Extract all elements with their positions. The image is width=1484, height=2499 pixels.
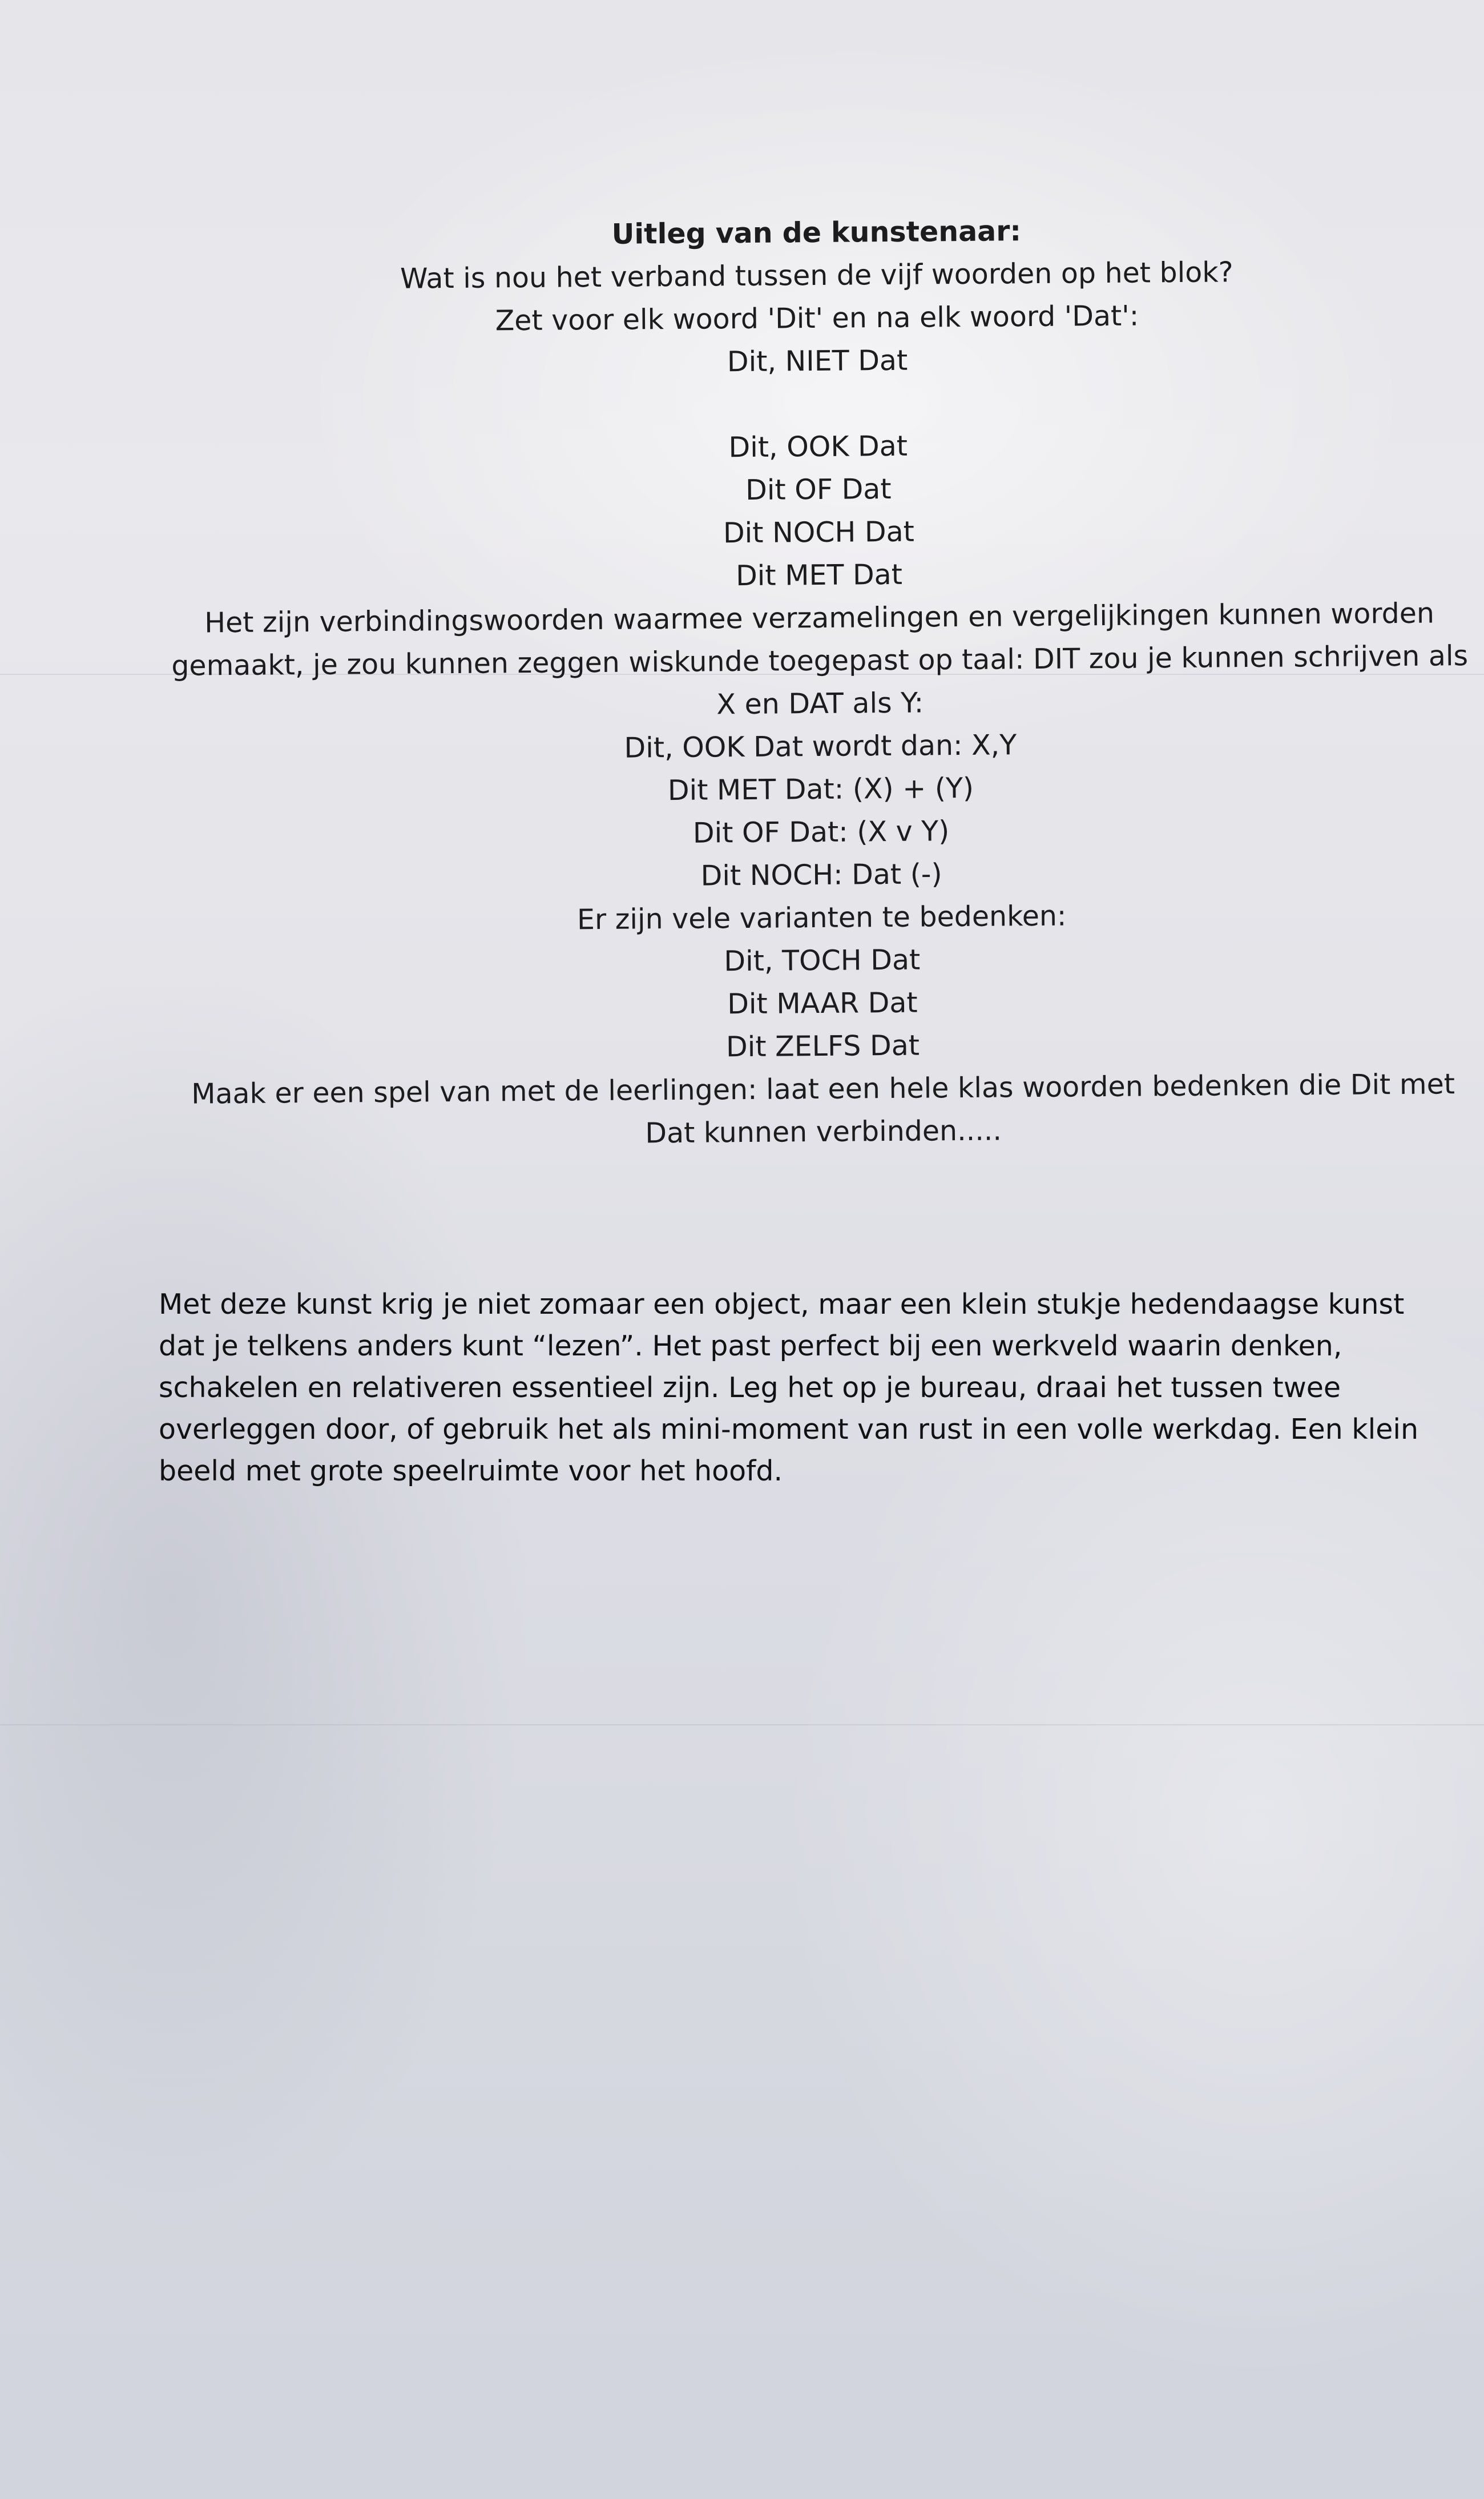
artist-explanation: [148, 206, 1484, 1158]
promo-line: overleggen door, of gebruik het als mini-moment van rust in een volle werkdag. Een klein: [159, 1413, 1419, 1446]
explanation-line: Dat kunnen verbinden.....: [645, 1114, 1002, 1150]
paper-crease: [0, 1724, 1484, 1725]
explanation-line: Dit OF Dat: [745, 472, 892, 506]
explanation-line: Het zijn verbindingswoorden waarmee verzamelingen en vergelijkingen kunnen worden: [204, 597, 1435, 639]
promo-line: Met deze kunst krig je niet zomaar een object, maar een klein stukje hedendaagse kunst: [159, 1288, 1405, 1321]
explanation-line: Dit, TOCH Dat: [724, 943, 921, 978]
explanation-line: X en DAT als Y:: [716, 686, 924, 721]
explanation-line: gemaakt, je zou kunnen zeggen wiskunde toegepast op taal: DIT zou je kunnen schrijven als: [171, 639, 1469, 682]
explanation-line: Dit MET Dat: (X) + (Y): [667, 771, 974, 807]
explanation-line: Dit, OOK Dat wordt dan: X,Y: [624, 729, 1017, 764]
promo-line: schakelen en relativeren essentieel zijn. Leg het op je bureau, draai het tussen twee: [159, 1371, 1341, 1404]
explanation-line: Dit, OOK Dat: [728, 429, 908, 464]
explanation-line: Dit NOCH Dat: [723, 515, 915, 550]
artist-explanation-title: Uitleg van de kunstenaar:: [611, 215, 1022, 251]
explanation-line: Er zijn vele varianten te bedenken:: [576, 899, 1067, 936]
promo-paragraph: [159, 1283, 1471, 1492]
explanation-line: Dit MET Dat: [735, 558, 903, 593]
promo-line: beeld met grote speelruimte voor het hoofd.: [159, 1455, 783, 1487]
explanation-line: Dit ZELFS Dat: [725, 1029, 920, 1064]
explanation-line: Wat is nou het verband tussen de vijf woorden op het blok?: [400, 256, 1233, 295]
explanation-line: Dit, NIET Dat: [727, 344, 908, 379]
explanation-line: Zet voor elk woord 'Dit' en na elk woord 'Dat':: [495, 299, 1139, 337]
explanation-line: Dit OF Dat: (X v Y): [692, 815, 950, 850]
explanation-line: Maak er een spel van met de leerlingen: laat een hele klas woorden bedenken die Dit met: [191, 1068, 1455, 1110]
explanation-line: Dit NOCH: Dat (-): [700, 858, 942, 892]
promo-line: dat je telkens anders kunt “lezen”. Het past perfect bij een werkveld waarin denken,: [159, 1330, 1342, 1362]
explanation-line: Dit MAAR Dat: [727, 986, 918, 1021]
